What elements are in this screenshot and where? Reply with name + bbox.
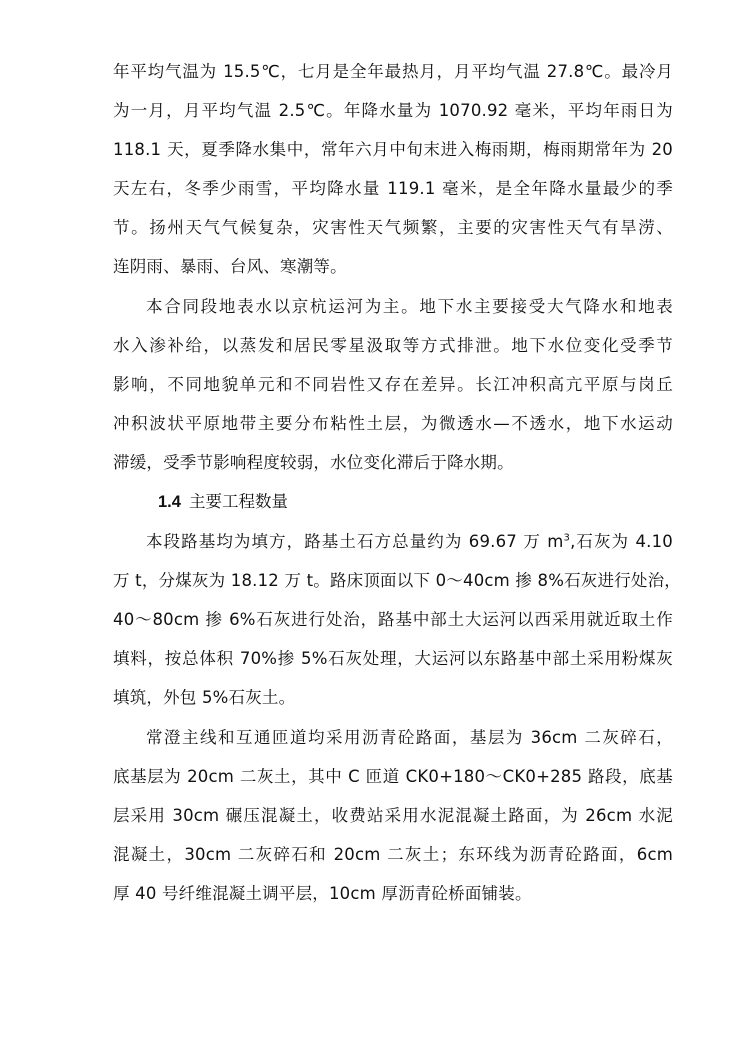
text-line: 连阴雨、暴雨、台风、寒潮等。 — [113, 257, 347, 276]
text-line: 填料，按总体积 70%掺 5%石灰处理，大运河以东路基中部土采用粉煤灰 — [113, 649, 673, 668]
text-line: 厚 40 号纤维混凝土调平层，10cm 厚沥青砼桥面铺装。 — [113, 884, 532, 903]
section-number: 1.4 — [158, 493, 181, 511]
text-segment: ,石灰为 4.10 — [570, 532, 673, 551]
text-line: 万 t，分煤灰为 18.12 万 t。路床顶面以下 0～40cm 掺 8%石灰进行处治， — [113, 571, 682, 590]
text-line: 40～80cm 掺 6%石灰进行处治，路基中部土大运河以西采用就近取土作 — [113, 610, 673, 629]
section-title: 主要工程数量 — [188, 492, 288, 511]
text-line: 118.1 天，夏季降水集中，常年六月中旬末进入梅雨期，梅雨期常年为 20 — [113, 140, 673, 159]
text-line: 滞缓，受季节影响程度较弱，水位变化滞后于降水期。 — [113, 453, 514, 472]
text-line: 底基层为 20cm 二灰土，其中 C 匝道 CK0+180～CK0+285 路段，底基 — [113, 767, 673, 786]
text-line: 冲积波状平原地带主要分布粘性土层，为微透水—不透水，地下水运动 — [113, 414, 673, 433]
text-line: 混凝土，30cm 二灰碎石和 20cm 二灰土；东环线为沥青砼路面，6cm — [113, 845, 673, 864]
text-segment: 本段路基均为填方，路基土石方总量约为 69.67 万 m — [146, 532, 564, 551]
text-line: 常澄主线和互通匝道均采用沥青砼路面，基层为 36cm 二灰碎石， — [146, 728, 673, 747]
text-line: 为一月，月平均气温 2.5℃。年降水量为 1070.92 毫米，平均年雨日为 — [113, 101, 673, 120]
text-line: 填筑，外包 5%石灰土。 — [113, 688, 296, 707]
text-line: 节。扬州天气气候复杂，灾害性天气频繁，主要的灾害性天气有旱涝、 — [113, 218, 673, 237]
superscript: 3 — [563, 532, 571, 544]
text-line: 天左右，冬季少雨雪，平均降水量 119.1 毫米，是全年降水量最少的季 — [113, 179, 673, 198]
text-line — [146, 532, 673, 552]
text-line: 本合同段地表水以京杭运河为主。地下水主要接受大气降水和地表 — [146, 297, 673, 316]
text-line: 影响，不同地貌单元和不同岩性又存在差异。长江冲积高亢平原与岗丘 — [113, 375, 673, 394]
text-line: 层采用 30cm 碾压混凝土，收费站采用水泥混凝土路面，为 26cm 水泥 — [113, 806, 673, 825]
text-line: 年平均气温为 15.5℃，七月是全年最热月，月平均气温 27.8℃。最冷月 — [113, 62, 673, 81]
section-heading — [158, 492, 288, 512]
text-line: 水入渗补给，以蒸发和居民零星汲取等方式排泄。地下水位变化受季节 — [113, 336, 673, 355]
